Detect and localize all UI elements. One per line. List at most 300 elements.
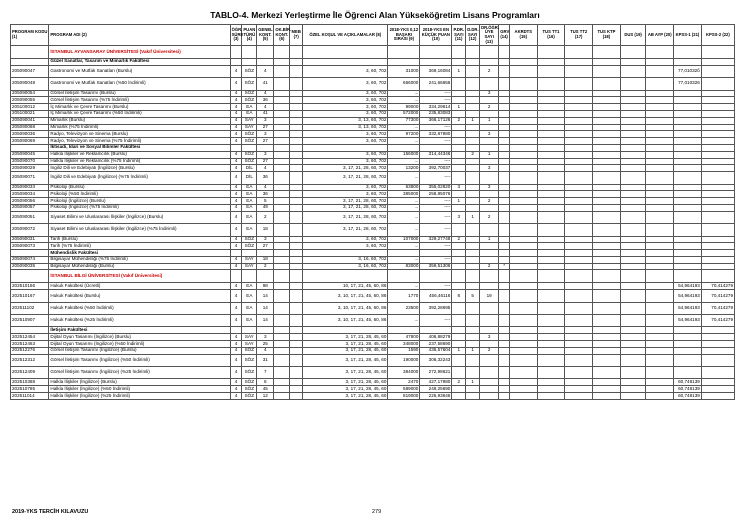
table-cell: SAY	[242, 117, 257, 124]
empty-cell	[499, 327, 510, 334]
empty-cell	[303, 59, 388, 66]
table-cell: 1	[466, 117, 480, 124]
table-cell	[290, 124, 303, 131]
table-cell	[646, 172, 674, 184]
table-cell	[466, 386, 480, 393]
table-cell: 4	[230, 263, 242, 270]
program-row	[11, 334, 735, 341]
program-row	[11, 165, 735, 172]
empty-cell	[537, 327, 565, 334]
empty-cell	[674, 327, 702, 334]
table-cell	[452, 165, 466, 172]
empty-cell	[274, 250, 290, 257]
program-row	[11, 393, 735, 400]
table-cell	[499, 172, 510, 184]
table-cell	[290, 198, 303, 205]
column-header: AB AYP (20)	[646, 25, 674, 46]
table-cell: 332,87880	[420, 131, 452, 138]
table-cell: 205090034	[11, 191, 49, 198]
table-cell: 3, 10, 17, 21, 45, 60, 86	[303, 302, 388, 314]
table-cell	[565, 204, 593, 211]
empty-cell	[466, 46, 480, 59]
program-row	[11, 131, 735, 138]
empty-cell	[620, 46, 646, 59]
table-cell	[452, 204, 466, 211]
table-cell	[537, 393, 565, 400]
table-cell	[565, 191, 593, 198]
table-cell: 4	[230, 315, 242, 327]
table-cell	[499, 151, 510, 158]
table-cell: EA	[242, 302, 257, 314]
empty-cell	[290, 327, 303, 334]
empty-cell	[303, 250, 388, 257]
table-cell	[466, 315, 480, 327]
table-cell	[593, 158, 621, 165]
empty-cell	[420, 250, 452, 257]
table-cell: 3, 17, 21, 28, 45, 60	[303, 367, 388, 379]
table-cell	[452, 191, 466, 198]
table-cell: 456,46116	[420, 290, 452, 302]
table-cell	[620, 341, 646, 348]
table-cell	[565, 198, 593, 205]
table-cell	[674, 104, 702, 111]
table-cell	[466, 224, 480, 236]
table-cell	[646, 90, 674, 97]
table-cell: 4	[230, 124, 242, 131]
table-cell	[466, 256, 480, 263]
table-cell	[290, 386, 303, 393]
table-cell	[509, 283, 537, 290]
table-cell	[480, 256, 499, 263]
empty-cell	[565, 270, 593, 283]
table-cell: SÖZ	[242, 97, 257, 104]
table-cell: 3, 13, 60, 702	[303, 124, 388, 131]
table-cell: Tarih (Burslu)	[49, 236, 230, 243]
table-cell: 4	[230, 290, 242, 302]
table-cell: 205090074	[11, 256, 49, 263]
table-cell: EA	[242, 198, 257, 205]
table-cell	[593, 236, 621, 243]
table-cell: 4	[230, 65, 242, 77]
table-cell	[593, 165, 621, 172]
table-cell	[620, 263, 646, 270]
empty-cell	[290, 46, 303, 59]
table-cell: Görsel İletişim Tasarımı (İngilizce) (%50 İndirimli)	[49, 354, 230, 366]
table-cell	[466, 393, 480, 400]
table-cell	[509, 124, 537, 131]
table-cell	[620, 224, 646, 236]
table-cell	[537, 379, 565, 386]
table-cell	[701, 191, 734, 198]
table-cell	[646, 236, 674, 243]
faculty-name: İletişim Fakültesi	[49, 327, 230, 334]
empty-cell	[674, 250, 702, 257]
table-cell: 3	[480, 90, 499, 97]
table-cell: 3, 16, 60, 702	[303, 256, 388, 263]
empty-cell	[290, 144, 303, 151]
table-cell	[701, 165, 734, 172]
table-cell	[593, 131, 621, 138]
table-cell: 4	[230, 198, 242, 205]
table-cell	[509, 263, 537, 270]
table-cell: SÖZ	[242, 379, 257, 386]
empty-cell	[565, 327, 593, 334]
table-cell	[646, 191, 674, 198]
table-cell	[537, 290, 565, 302]
table-cell: Gastronomi ve Mutfak Sanatları (%50 İndirimli)	[49, 78, 230, 90]
column-header: OK.BİR. KONT. (6)	[274, 25, 290, 46]
table-cell	[499, 224, 510, 236]
table-cell	[274, 110, 290, 117]
table-cell	[290, 78, 303, 90]
table-cell	[674, 97, 702, 104]
table-cell	[509, 78, 537, 90]
table-cell	[480, 172, 499, 184]
empty-cell	[620, 270, 646, 283]
table-cell	[620, 290, 646, 302]
table-cell	[646, 124, 674, 131]
table-cell	[674, 184, 702, 191]
table-cell: 1	[466, 379, 480, 386]
table-cell	[466, 110, 480, 117]
table-cell	[537, 97, 565, 104]
table-cell: Radyo, Televizyon ve Sinema (Burslu)	[49, 131, 230, 138]
table-cell	[701, 138, 734, 145]
table-cell	[674, 211, 702, 223]
table-cell	[290, 104, 303, 111]
table-cell	[274, 334, 290, 341]
empty-cell	[11, 144, 49, 151]
table-cell	[466, 236, 480, 243]
table-cell: 4	[230, 97, 242, 104]
column-header: GENEL KONT. (5)	[257, 25, 274, 46]
table-cell	[620, 243, 646, 250]
table-cell: 205090041	[11, 117, 49, 124]
program-row	[11, 283, 735, 290]
table-cell	[499, 290, 510, 302]
table-cell	[499, 236, 510, 243]
table-cell	[701, 379, 734, 386]
column-header: D.DR. SAYI (12)	[466, 25, 480, 46]
table-cell: 249,25690	[420, 386, 452, 393]
program-row	[11, 290, 735, 302]
table-cell: 205090068	[11, 124, 49, 131]
table-cell	[620, 158, 646, 165]
empty-cell	[388, 250, 420, 257]
table-cell: 3, 60, 702	[303, 191, 388, 198]
table-cell: 31000	[388, 65, 420, 77]
table-cell	[620, 90, 646, 97]
table-cell: 4	[230, 334, 242, 341]
table-cell	[274, 204, 290, 211]
table-cell	[565, 263, 593, 270]
table-cell: SAY	[242, 341, 257, 348]
table-cell	[674, 165, 702, 172]
program-row	[11, 347, 735, 354]
table-cell: 2	[257, 211, 274, 223]
table-cell	[537, 224, 565, 236]
table-cell	[646, 386, 674, 393]
table-cell	[646, 97, 674, 104]
table-cell	[593, 367, 621, 379]
table-cell	[620, 367, 646, 379]
table-cell	[499, 110, 510, 117]
table-cell	[701, 236, 734, 243]
table-cell	[452, 386, 466, 393]
table-cell	[290, 290, 303, 302]
column-header: P.DR. SAYI (11)	[452, 25, 466, 46]
table-cell	[499, 131, 510, 138]
empty-cell	[701, 144, 734, 151]
table-cell: Halkla İlişkiler (İngilizce) (Burslu)	[49, 379, 230, 386]
table-cell	[620, 334, 646, 341]
table-cell: 427,17980	[420, 379, 452, 386]
table-cell: 3, 60, 702	[303, 78, 388, 90]
table-cell	[593, 256, 621, 263]
table-cell	[290, 165, 303, 172]
table-cell	[646, 354, 674, 366]
table-cell	[537, 386, 565, 393]
empty-cell	[480, 144, 499, 151]
table-cell: 202510785	[11, 386, 49, 393]
table-cell: 10, 17, 21, 45, 60, 86	[303, 283, 388, 290]
table-cell	[480, 243, 499, 250]
table-cell: 3, 17, 21, 28, 60, 702	[303, 211, 388, 223]
table-cell	[499, 243, 510, 250]
table-cell: Mimarlık (%75 İndirimli)	[49, 124, 230, 131]
table-cell: *	[499, 263, 510, 270]
table-cell: 4	[230, 138, 242, 145]
table-cell	[290, 65, 303, 77]
table-cell: 1	[480, 117, 499, 124]
table-cell	[701, 263, 734, 270]
table-cell: 4	[257, 165, 274, 172]
table-cell	[537, 172, 565, 184]
table-cell	[290, 117, 303, 124]
empty-cell	[620, 144, 646, 151]
table-cell: Radyo, Televizyon ve Sinema (%75 İndirimli)	[49, 138, 230, 145]
table-cell	[509, 393, 537, 400]
table-cell	[593, 263, 621, 270]
table-cell	[620, 393, 646, 400]
table-cell	[499, 386, 510, 393]
table-cell	[509, 204, 537, 211]
table-cell	[452, 78, 466, 90]
table-cell	[646, 224, 674, 236]
table-cell: ----	[420, 90, 452, 97]
empty-cell	[646, 250, 674, 257]
table-cell: 60,748139	[674, 379, 702, 386]
table-cell	[480, 158, 499, 165]
table-cell	[509, 198, 537, 205]
empty-cell	[593, 327, 621, 334]
table-cell: ----	[420, 172, 452, 184]
table-cell	[480, 78, 499, 90]
table-cell	[701, 334, 734, 341]
table-cell: 3, 60, 702	[303, 131, 388, 138]
table-cell: 202510167	[11, 290, 49, 302]
table-cell	[480, 110, 499, 117]
table-cell	[565, 224, 593, 236]
table-cell: 4	[230, 236, 242, 243]
table-cell: 3	[480, 334, 499, 341]
table-cell	[537, 165, 565, 172]
table-cell: 205090069	[11, 138, 49, 145]
empty-cell	[674, 46, 702, 59]
empty-cell	[230, 327, 242, 334]
table-cell: 4	[230, 90, 242, 97]
table-cell: 314,44346	[420, 151, 452, 158]
empty-cell	[499, 144, 510, 151]
empty-cell	[593, 270, 621, 283]
program-row	[11, 172, 735, 184]
column-header: KPSS-2 (22)	[701, 25, 734, 46]
table-cell	[480, 354, 499, 366]
table-cell: ----	[420, 256, 452, 263]
table-cell	[593, 104, 621, 111]
empty-cell	[620, 250, 646, 257]
university-row	[11, 46, 735, 59]
table-cell: 4	[230, 104, 242, 111]
table-cell	[274, 386, 290, 393]
table-cell: 3, 60, 702	[303, 97, 388, 104]
table-cell	[290, 131, 303, 138]
table-cell	[509, 256, 537, 263]
table-cell: ...	[388, 224, 420, 236]
table-cell	[537, 263, 565, 270]
table-cell: Mimarlık (Burslu)	[49, 117, 230, 124]
table-cell: 205090071	[11, 172, 49, 184]
table-cell: SÖZ	[242, 367, 257, 379]
table-cell	[290, 334, 303, 341]
table-cell	[466, 263, 480, 270]
table-cell	[274, 158, 290, 165]
table-cell	[620, 191, 646, 198]
empty-cell	[565, 144, 593, 151]
table-cell	[499, 191, 510, 198]
table-cell	[537, 124, 565, 131]
table-cell: 4	[230, 393, 242, 400]
table-cell	[509, 379, 537, 386]
table-cell: Bilgisayar Mühendisliği (%75 İndirimli)	[49, 256, 230, 263]
table-cell	[701, 243, 734, 250]
table-cell: 2	[480, 65, 499, 77]
table-cell: 70,414279	[701, 283, 734, 290]
table-cell	[674, 110, 702, 117]
table-cell: 1	[452, 104, 466, 111]
table-cell: 12	[257, 393, 274, 400]
table-cell	[701, 124, 734, 131]
table-cell	[701, 151, 734, 158]
table-cell: 54,964193	[674, 302, 702, 314]
table-cell: 3, 13, 60, 702	[303, 117, 388, 124]
table-cell	[620, 198, 646, 205]
table-cell	[452, 151, 466, 158]
table-cell: ...	[388, 172, 420, 184]
table-cell	[480, 283, 499, 290]
table-cell	[620, 315, 646, 327]
table-cell	[466, 198, 480, 205]
table-cell: 1	[452, 65, 466, 77]
table-cell: ----	[420, 211, 452, 223]
table-cell: 2	[480, 211, 499, 223]
table-cell: 202512454	[11, 334, 49, 341]
table-cell: 5	[466, 290, 480, 302]
table-cell: 98	[257, 283, 274, 290]
table-cell: 60,748139	[674, 393, 702, 400]
program-row	[11, 263, 735, 270]
empty-cell	[242, 46, 257, 59]
column-header: TUS KTP (18)	[593, 25, 621, 46]
table-cell	[646, 263, 674, 270]
table-cell: 4	[230, 379, 242, 386]
empty-cell	[257, 144, 274, 151]
table-cell	[452, 138, 466, 145]
table-cell	[290, 354, 303, 366]
table-cell	[466, 302, 480, 314]
table-cell: 3	[257, 151, 274, 158]
table-cell: DİL	[242, 165, 257, 172]
empty-cell	[646, 144, 674, 151]
table-cell	[274, 341, 290, 348]
table-cell: 41	[257, 110, 274, 117]
empty-cell	[509, 59, 537, 66]
table-cell: Psikoloji (İngilizce) (Burslu)	[49, 198, 230, 205]
page-title: TABLO-4. Merkezi Yerleştirme İle Öğrenci Alan Yükseköğretim Lisans Programları	[210, 10, 540, 20]
table-cell	[701, 386, 734, 393]
table-cell	[593, 290, 621, 302]
table-cell	[674, 243, 702, 250]
table-cell: 4	[230, 191, 242, 198]
table-cell: 4	[230, 224, 242, 236]
table-cell: 436,57604	[420, 347, 452, 354]
table-cell: 3, 17, 21, 28, 45, 60	[303, 393, 388, 400]
table-cell: ...	[388, 138, 420, 145]
table-cell: 14	[257, 290, 274, 302]
table-cell	[701, 198, 734, 205]
table-cell	[480, 124, 499, 131]
empty-cell	[646, 46, 674, 59]
table-cell	[646, 290, 674, 302]
table-cell: SÖZ	[242, 158, 257, 165]
empty-cell	[452, 250, 466, 257]
table-cell	[620, 151, 646, 158]
table-cell	[674, 191, 702, 198]
table-cell: ...	[388, 204, 420, 211]
table-cell	[274, 263, 290, 270]
table-cell: 2	[480, 263, 499, 270]
table-cell	[646, 158, 674, 165]
table-cell: 41	[257, 78, 274, 90]
table-cell: 4	[257, 184, 274, 191]
table-cell	[620, 97, 646, 104]
table-cell	[565, 211, 593, 223]
table-cell: 25	[257, 341, 274, 348]
table-cell: 205090070	[11, 158, 49, 165]
empty-cell	[388, 59, 420, 66]
table-cell	[701, 110, 734, 117]
table-cell	[509, 367, 537, 379]
table-cell	[593, 393, 621, 400]
table-cell: 54,964193	[674, 283, 702, 290]
program-row	[11, 302, 735, 314]
table-cell: ----	[420, 204, 452, 211]
table-cell	[290, 204, 303, 211]
table-cell	[646, 65, 674, 77]
empty-cell	[11, 270, 49, 283]
empty-cell	[646, 270, 674, 283]
table-cell: ...	[388, 158, 420, 165]
